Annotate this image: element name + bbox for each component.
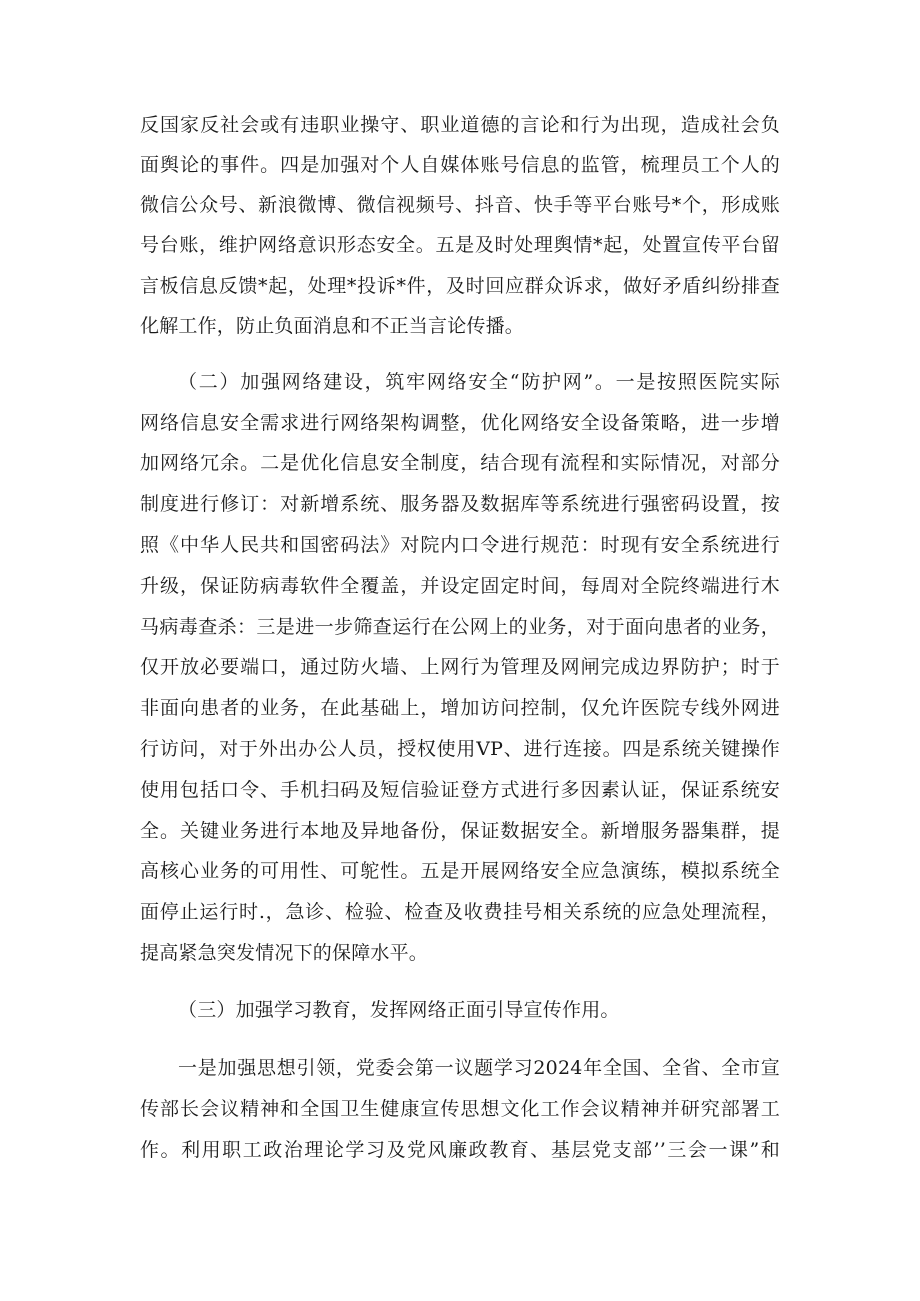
text-line: 提高紧急突发情况下的保障水平。 [140, 942, 429, 964]
text-line: 反国家反社会或有违职业操守、职业道德的言论和行为出现，造成社会负 [140, 114, 780, 136]
text-line: 仅开放必要端口，通过防火墙、上网行为管理及网闸完成边界防护；时于 [140, 656, 780, 678]
text-line: 加网络冗余。二是优化信息安全制度，结合现有流程和实际情况，对部分 [140, 452, 780, 474]
text-line: 作。利用职工政治理论学习及党风廉政教育、基层党支部’’三会一课”和 [140, 1139, 780, 1161]
text-line: 非面向患者的业务，在此基础上，增加访问控制，仅允许医院专线外网进 [140, 697, 780, 719]
text-line: 一是加强思想引领，党委会第一议题学习2024年全国、全省、全市宣 [178, 1057, 780, 1079]
text-line: 面舆论的事件。四是加强对个人自媒体账号信息的监管，梳理员工个人的 [140, 154, 780, 176]
text-line: 微信公众号、新浪微博、微信视频号、抖音、快手等平台账号*个，形成账 [140, 194, 780, 216]
text-line: 化解工作，防止负面消息和不正当言论传播。 [140, 315, 525, 337]
text-line: 高核心业务的可用性、可鸵性。五是开展网络安全应急演练，模拟系统全 [140, 860, 780, 882]
section-heading-2: （二）加强网络建设，筑牢网络安全“防护网”。一是按照医院实际 [178, 371, 780, 393]
text-line: 号台账，维护网络意识形态安全。五是及时处理舆情*起，处置宣传平台留 [140, 234, 780, 256]
text-line: 言板信息反馈*起，处理*投诉*件，及时回应群众诉求，做好矛盾纠纷排查 [140, 275, 780, 297]
text-line: 全。关键业务进行本地及异地备份，保证数据安全。新增服务器集群，提 [140, 820, 780, 842]
text-line: 使用包括口令、手机扫码及短信验证登方式进行多因素认证，保证系统安 [140, 779, 780, 801]
text-line: 传部长会议精神和全国卫生健康宣传思想文化工作会议精神并研究部署工 [140, 1098, 780, 1120]
text-line: 网络信息安全需求进行网络架构调整，优化网络安全设备策略，进一步增 [140, 412, 780, 434]
section-heading-3: （三）加强学习教育，发挥网络正面引导宣传作用。 [178, 999, 620, 1021]
text-line: 马病毒查杀：三是进一步筛查运行在公网上的业务，对于面向患者的业务， [140, 616, 780, 638]
text-line: 行访问，对于外出办公人员，授权使用VP、进行连接。四是系统关键操作 [140, 738, 780, 760]
text-line: 面停止运行时.，急诊、检验、检查及收费挂号相关系统的应急处理流程， [140, 901, 780, 923]
text-line: 制度进行修订：对新增系统、服务器及数据库等系统进行强密码设置，按 [140, 493, 780, 515]
text-line: 照《中华人民共和国密码法》对院内口令进行规范：时现有安全系统进行 [140, 534, 780, 556]
text-line: 升级，保证防病毒软件全覆盖，并设定固定时间，每周对全院终端进行木 [140, 575, 780, 597]
